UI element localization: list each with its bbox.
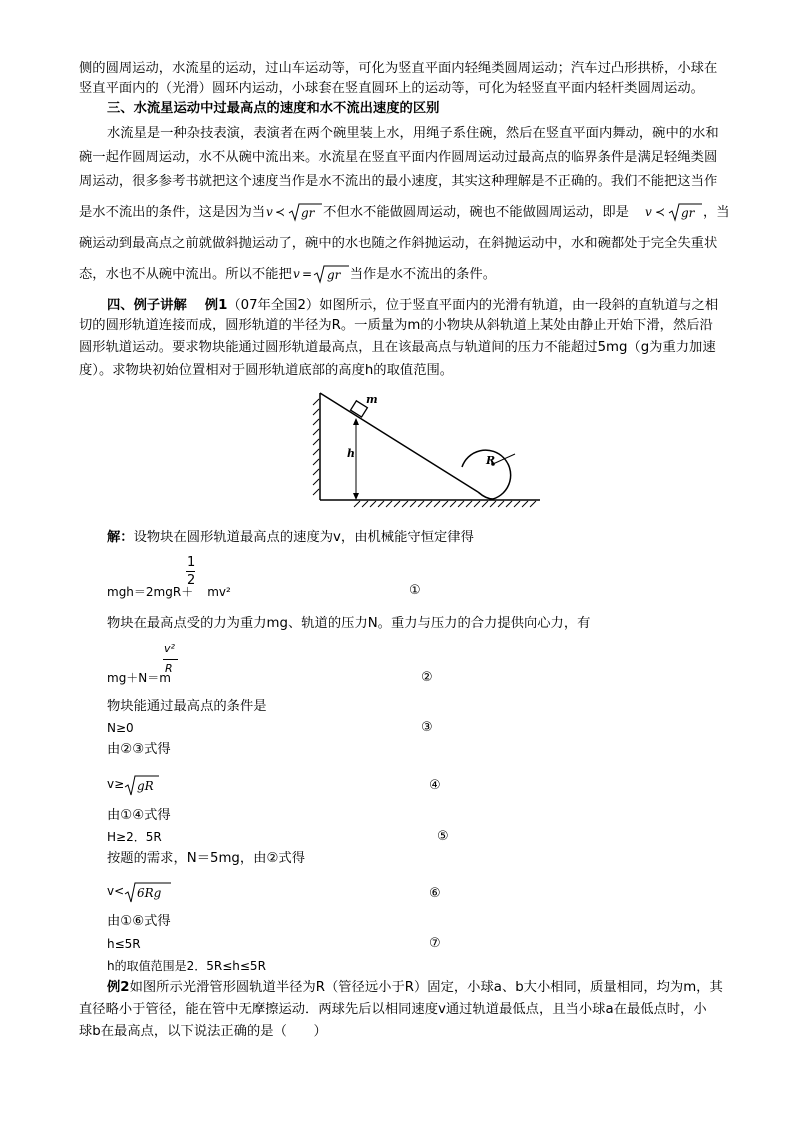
paragraph-line: 物块在最高点受的力为重力mg、轨道的压力N。重力与压力的合力提供向心力，有 bbox=[107, 616, 591, 631]
track-figure bbox=[300, 385, 550, 510]
section-heading: 三、水流星运动中过最高点的速度和水不流出速度的区别 bbox=[107, 101, 440, 116]
equation-number: ③ bbox=[421, 720, 433, 735]
solution-label: 解： bbox=[107, 530, 134, 545]
formula-radicand: gr bbox=[326, 268, 341, 282]
label-h: h bbox=[347, 447, 355, 460]
text-segment: 设物块在圆形轨道最高点的速度为v，由机械能守恒定律得 bbox=[133, 530, 474, 545]
solution-intro bbox=[107, 528, 474, 548]
equation-5: H≥2．5R bbox=[107, 830, 162, 844]
paragraph-line: 切的圆形轨道连接而成，圆形轨道的半径为R。一质量为m的小物块从斜轨道上某处由静止开始下滑，然后沿 bbox=[79, 318, 713, 333]
paragraph-line: 由②③式得 bbox=[107, 742, 171, 757]
section-heading: 四、例子讲解 bbox=[107, 298, 187, 313]
equation-number: ① bbox=[409, 583, 421, 598]
fraction-denominator: R bbox=[165, 662, 173, 675]
formula-op: = bbox=[301, 267, 312, 281]
paragraph-line: 碗运动到最高点之前就做斜抛运动了，碗中的水也随之作斜抛运动，在斜抛运动中，水和碗都处于完全失重状 bbox=[79, 236, 718, 251]
formula-var: v bbox=[644, 205, 652, 219]
formula-sqrt-gR bbox=[124, 773, 160, 797]
formula-op: ≺ bbox=[275, 205, 286, 219]
fraction-numerator: v² bbox=[164, 642, 175, 655]
formula-radicand: gR bbox=[137, 778, 154, 793]
incline-track bbox=[320, 393, 478, 492]
text-segment: （07年全国2）如图所示，位于竖直平面内的光滑有轨道，由一段斜的直轨道与之相 bbox=[227, 298, 719, 313]
example-label: 例1 bbox=[204, 298, 228, 313]
paragraph-line: 物块能通过最高点的条件是 bbox=[107, 699, 267, 714]
paragraph-line: 由①④式得 bbox=[107, 808, 171, 823]
result-range: h的取值范围是2．5R≤h≤5R bbox=[107, 959, 266, 973]
text-segment: 态，水也不从碗中流出。所以不能把 bbox=[79, 267, 292, 282]
text-segment: 如图所示光滑管形圆轨道半径为R（管径远小于R）固定，小球a、b大小相同，质量相同，均为m，其 bbox=[129, 980, 723, 995]
arrow-head-up bbox=[353, 418, 359, 425]
formula-radicand: gr bbox=[301, 206, 315, 220]
formula-radicand: gr bbox=[680, 206, 695, 220]
paragraph-line: 球b在最高点，以下说法正确的是（ ） bbox=[79, 1024, 327, 1039]
formula-v-equals-sqrt-gr bbox=[292, 263, 350, 285]
paragraph-line: 侧的圆周运动，水流星的运动，过山车运动等，可化为竖直平面内轻绳类圆周运动；汽车过凸形拱桥，小球在 bbox=[79, 61, 718, 76]
fraction-denominator: 2 bbox=[187, 573, 196, 588]
paragraph-line: 按题的需求，N＝5mg，由②式得 bbox=[107, 851, 305, 866]
paragraph-line-with-formula bbox=[79, 200, 730, 226]
wall-hatch bbox=[313, 399, 319, 495]
fraction-bar bbox=[186, 571, 195, 572]
paragraph-line: 度）。求物块初始位置相对于圆形轨道底部的高度h的取值范围。 bbox=[79, 363, 454, 378]
text-segment: ，当 bbox=[702, 205, 730, 220]
text-segment: v≥ bbox=[107, 777, 125, 791]
text-segment: mv² bbox=[207, 585, 231, 599]
text-segment: 是水不流出的条件，这是因为当 bbox=[79, 205, 266, 220]
paragraph-line: 水流星是一种杂技表演，表演者在两个碗里装上水，用绳子系住碗，然后在竖直平面内舞动，碗中的水和 bbox=[107, 126, 719, 141]
formula-var: v bbox=[292, 267, 300, 281]
equation-3: N≥0 bbox=[107, 721, 134, 735]
equation-number: ② bbox=[421, 670, 433, 685]
label-R: R bbox=[486, 454, 496, 467]
equation-number: ⑤ bbox=[437, 829, 449, 844]
paragraph-line-with-formula bbox=[79, 262, 496, 288]
paragraph-line: 圆形轨道运动。要求物块能通过圆形轨道最高点，且在该最高点与轨道间的压力不能超过5mg（g为重力加速 bbox=[79, 340, 716, 355]
track-transition bbox=[478, 492, 493, 499]
fraction-numerator: 1 bbox=[187, 555, 196, 570]
formula-radicand: 6Rg bbox=[137, 885, 162, 900]
equation-2: mg＋N＝m bbox=[107, 671, 171, 685]
equation-number: ⑥ bbox=[429, 886, 441, 901]
formula-op: ≺ bbox=[654, 205, 666, 219]
example-label: 例2 bbox=[107, 980, 130, 995]
paragraph-line: 由①⑥式得 bbox=[107, 914, 171, 929]
fraction-bar bbox=[163, 659, 178, 660]
paragraph-line bbox=[107, 296, 718, 316]
equation-number: ⑦ bbox=[429, 936, 441, 951]
arrow-head-down bbox=[353, 493, 359, 500]
text-segment: mgh＝2mgR＋ bbox=[107, 585, 194, 599]
ground-hatch bbox=[354, 501, 536, 507]
equation-7: h≤5R bbox=[107, 937, 141, 951]
text-segment: 不但水不能做圆周运动，碗也不能做圆周运动，即是 bbox=[323, 205, 629, 220]
paragraph-line bbox=[107, 978, 723, 998]
equation-6 bbox=[107, 878, 172, 904]
formula-v-less-sqrt-gr bbox=[265, 201, 323, 223]
formula-sqrt-6Rg bbox=[124, 880, 172, 904]
text-segment: v< bbox=[107, 884, 125, 898]
formula-v-less-sqrt-gr bbox=[635, 201, 703, 223]
text-segment: 当作是水不流出的条件。 bbox=[349, 267, 497, 282]
formula-var: v bbox=[266, 205, 273, 219]
equation-4 bbox=[107, 771, 160, 797]
equation-number: ④ bbox=[429, 778, 441, 793]
radius-line bbox=[493, 454, 515, 464]
paragraph-line: 碗一起作圆周运动，水不从碗中流出来。水流星在竖直平面内作圆周运动过最高点的临界条件是满足轻绳类圆 bbox=[79, 150, 718, 165]
equation-1 bbox=[107, 582, 231, 602]
paragraph-line: 竖直平面内的（光滑）圆环内运动，小球套在竖直圆环上的运动等，可化为轻竖直平面内轻杆类圆周运动。 bbox=[79, 81, 704, 96]
paragraph-line: 周运动，很多参考书就把这个速度当作是水不流出的最小速度，其实这种理解是不正确的。我们不能把这当作 bbox=[79, 174, 718, 189]
label-m: m bbox=[366, 393, 378, 406]
paragraph-line: 直径略小于管径，能在管中无摩擦运动．两球先后以相同速度v通过轨道最低点，且当小球a在最低点时，小 bbox=[79, 1002, 707, 1017]
